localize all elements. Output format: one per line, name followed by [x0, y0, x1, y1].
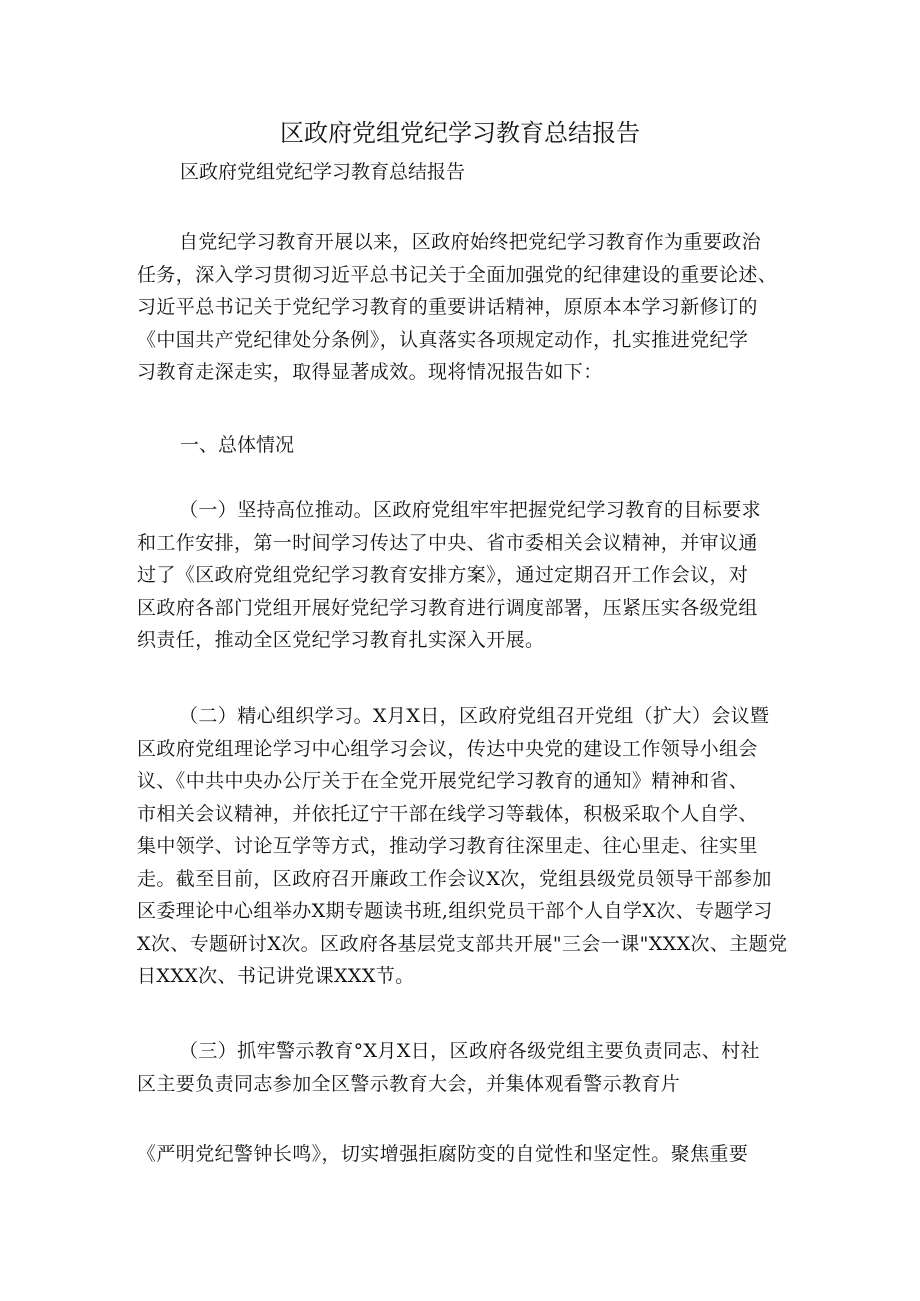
- paragraph-1: [137, 494, 789, 657]
- intro-line: 任务，深入学习贯彻习近平总书记关于全面加强党的纪律建设的重要论述、: [137, 263, 778, 286]
- paragraph-line: 《严明党纪警钟长鸣》，切实增强拒腐防变的自觉性和坚定性。聚焦重要: [137, 1143, 749, 1165]
- paragraph-line: （二）精心组织学习。X月X日，区政府党组召开党组（扩大）会议暨: [179, 705, 770, 727]
- paragraph-2: [137, 700, 789, 993]
- paragraph-line: 日XXX次、书记讲党课XXX节。: [137, 965, 415, 987]
- intro-line: 习近平总书记关于党纪学习教育的重要讲话精神，原原本本学习新修订的: [137, 296, 758, 318]
- section-heading: 一、总体情况: [180, 434, 295, 456]
- paragraph-line: 集中领学、讨论互学等方式，推动学习教育往深里走、往心里走、往实里: [137, 835, 758, 857]
- paragraph-line: 过了《区政府党组党纪学习教育安排方案》，通过定期召开工作会议，对: [137, 564, 749, 586]
- paragraph-4: [137, 1138, 789, 1171]
- intro-line: 自党纪学习教育开展以来，区政府始终把党纪学习教育作为重要政治: [179, 231, 762, 253]
- paragraph-line: 走。截至目前，区政府召开廉政工作会议X次，党组县级党员领导干部参加: [137, 867, 772, 890]
- paragraph-line: 议、《中共中央办公厅关于在全党开展党纪学习教育的通知》精神和省、: [137, 770, 749, 792]
- paragraph-line: 区主要负责同志参加全区警示教育大会，并集体观看警示教育片: [137, 1072, 681, 1095]
- intro-paragraph: [137, 226, 789, 389]
- paragraph-line: 和工作安排，第一时间学习传达了中央、省市委相关会议精神，并审议通: [137, 531, 758, 554]
- intro-line: 习教育走深走实，取得显著成效。现将情况报告如下：: [137, 361, 603, 383]
- paragraph-line: （一）坚持高位推动。区政府党组牢牢把握党纪学习教育的目标要求: [179, 499, 762, 521]
- document-title: 区政府党组党纪学习教育总结报告: [280, 119, 640, 147]
- paragraph-line: 市相关会议精神，并依托辽宁干部在线学习等载体，积极采取个人自学、: [137, 802, 758, 825]
- paragraph-line: X次、专题研讨X次。区政府各基层党支部共开展"三会一课"XXX次、主题党: [137, 932, 788, 955]
- paragraph-line: 区委理论中心组举办X期专题读书班,组织党员干部个人自学X次、专题学习: [137, 900, 773, 922]
- intro-line: 《中国共产党纪律处分条例》，认真落实各项规定动作，扎实推进党纪学: [137, 328, 749, 351]
- paragraph-line: 织责任，推动全区党纪学习教育扎实深入开展。: [137, 629, 545, 651]
- paragraph-line: 区政府党组理论学习中心组学习会议，传达中央党的建设工作领导小组会: [137, 737, 758, 760]
- document-subtitle: 区政府党组党纪学习教育总结报告: [180, 161, 466, 183]
- paragraph-line: （三）抓牢警示教育°X月X日，区政府各级党组主要负责同志、村社: [179, 1040, 760, 1062]
- paragraph-3: [137, 1035, 789, 1100]
- paragraph-line: 区政府各部门党组开展好党纪学习教育进行调度部署，压紧压实各级党组: [137, 596, 758, 619]
